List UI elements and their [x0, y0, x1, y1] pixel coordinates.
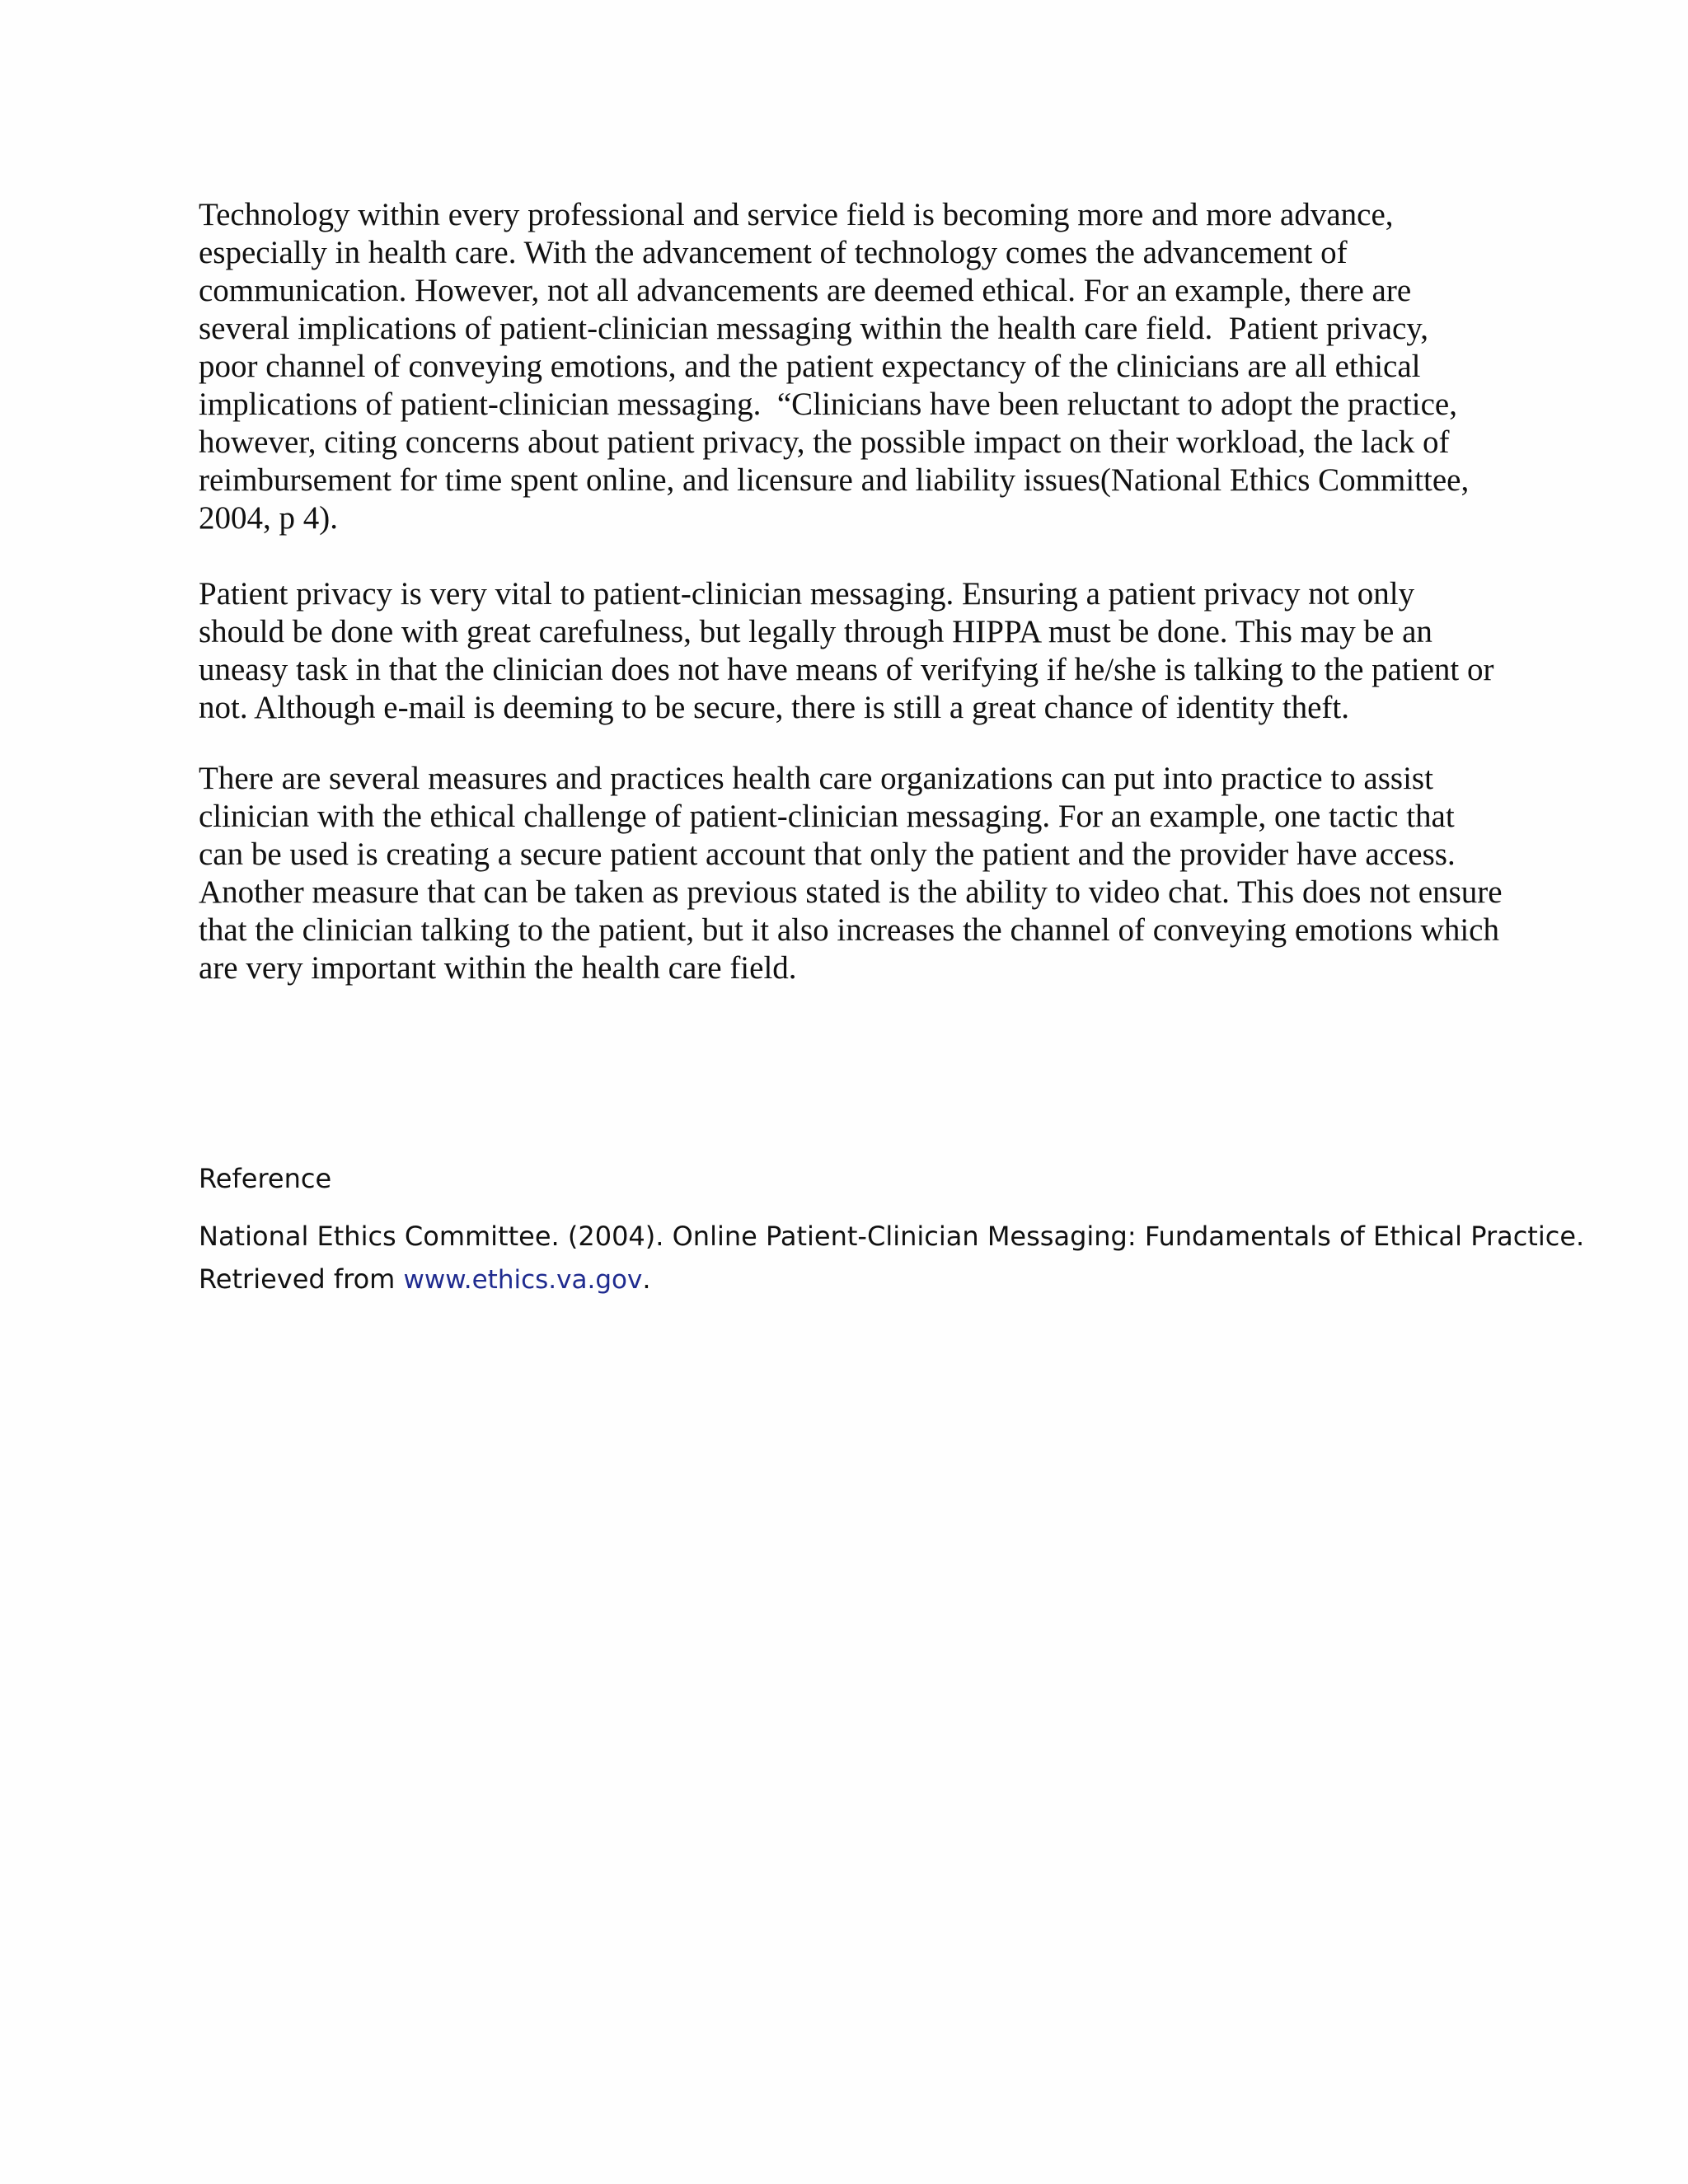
text-line: that the clinician talking to the patient, but it also increases the channel of conveying emotions which	[199, 912, 1499, 948]
reference-retrieved-prefix: Retrieved from	[199, 1263, 404, 1295]
text-line: implications of patient-clinician messaging. “Clinicians have been reluctant to adopt the practice,	[199, 387, 1457, 422]
paragraph-measures	[199, 760, 1503, 987]
text-line: can be used is creating a secure patient account that only the patient and the provider have access.	[199, 837, 1456, 872]
paragraph-patient-privacy	[199, 575, 1494, 727]
text-line: are very important within the health care field.	[199, 950, 797, 986]
reference-entry	[199, 1215, 1584, 1301]
text-line: Patient privacy is very vital to patient-clinician messaging. Ensuring a patient privacy not only	[199, 576, 1415, 612]
reference-heading: Reference	[199, 1163, 332, 1194]
text-line: reimbursement for time spent online, and licensure and liability issues(National Ethics Committee,	[199, 462, 1470, 498]
text-line: especially in health care. With the advancement of technology comes the advancement of	[199, 235, 1348, 270]
reference-line	[199, 1258, 1584, 1301]
text-line: communication. However, not all advancements are deemed ethical. For an example, there are	[199, 273, 1412, 308]
text-line: uneasy task in that the clinician does not have means of verifying if he/she is talking to the patient or	[199, 652, 1494, 687]
reference-period: .	[642, 1263, 651, 1295]
text-line: should be done with great carefulness, but legally through HIPPA must be done. This may be an	[199, 614, 1432, 649]
text-line: not. Although e-mail is deeming to be secure, there is still a great chance of identity theft.	[199, 690, 1350, 725]
reference-line: National Ethics Committee. (2004). Online Patient-Clinician Messaging: Fundamentals of Ethical Practice.	[199, 1221, 1585, 1252]
text-line: There are several measures and practices health care organizations can put into practice to assist	[199, 761, 1433, 796]
reference-link[interactable]: www.ethics.va.gov	[403, 1265, 643, 1295]
text-line: clinician with the ethical challenge of patient-clinician messaging. For an example, one tactic that	[199, 799, 1455, 834]
text-line: however, citing concerns about patient privacy, the possible impact on their workload, the lack of	[199, 424, 1450, 460]
text-line: poor channel of conveying emotions, and the patient expectancy of the clinicians are all ethical	[199, 349, 1421, 384]
text-line: several implications of patient-clinician messaging within the health care field. Patient privacy,	[199, 311, 1428, 346]
text-line: Another measure that can be taken as previous stated is the ability to video chat. This does not ensure	[199, 874, 1503, 910]
text-line: Technology within every professional and service field is becoming more and more advance,	[199, 197, 1394, 232]
paragraph-introduction	[199, 196, 1469, 537]
text-line: 2004, p 4).	[199, 500, 338, 536]
